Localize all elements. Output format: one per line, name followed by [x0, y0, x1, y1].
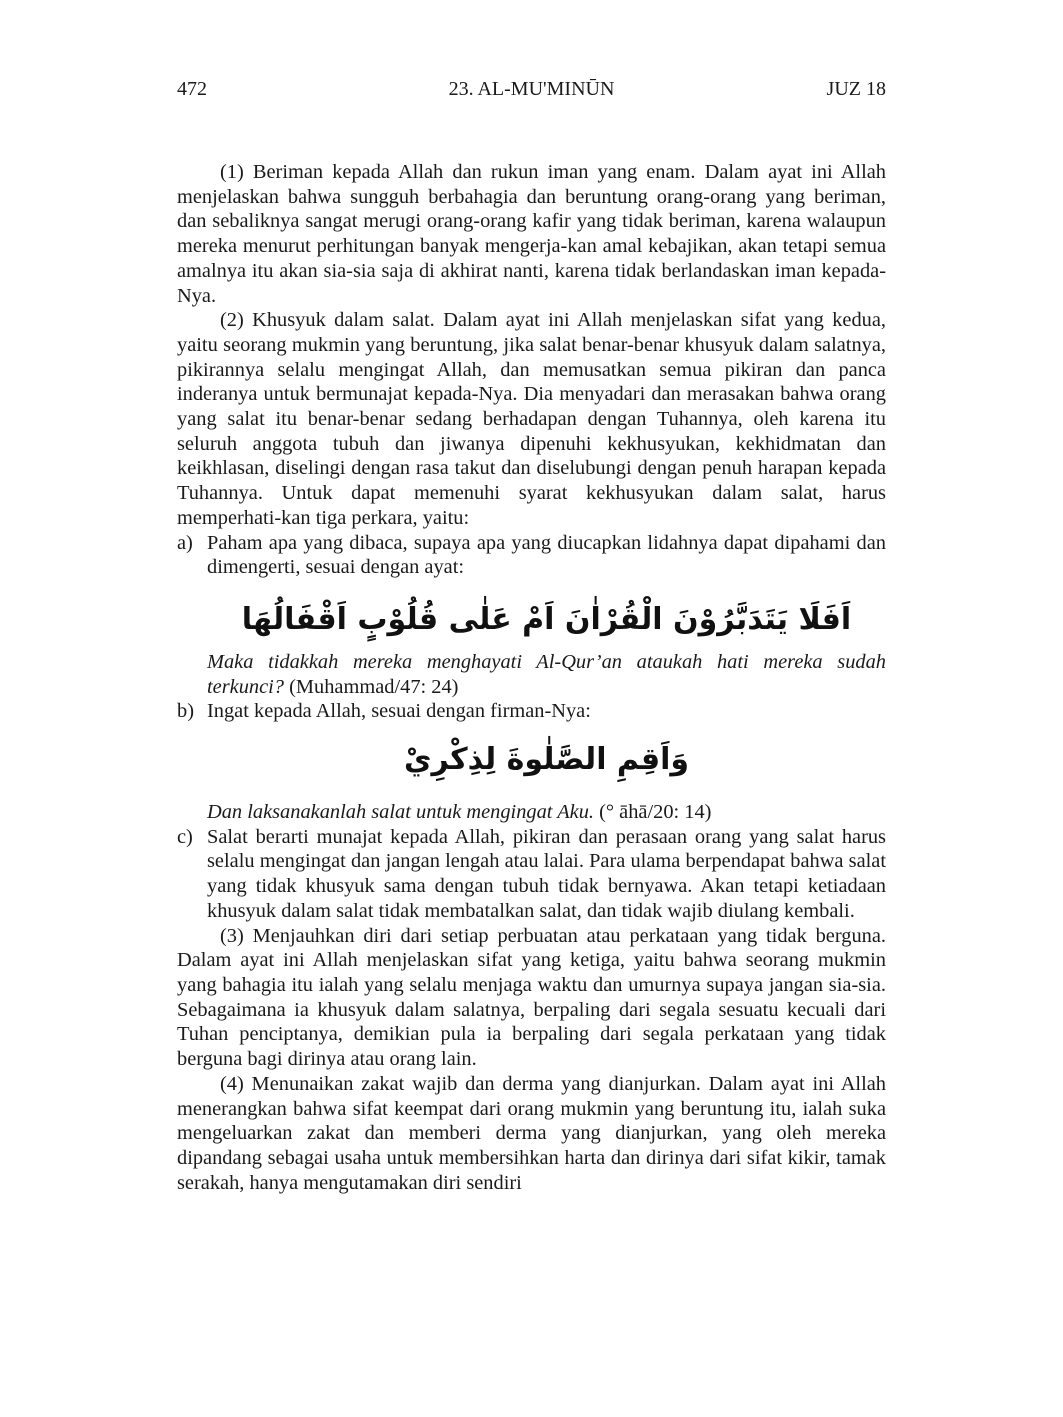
list-label-a: a) [177, 531, 193, 554]
list-item-c [177, 825, 886, 924]
paragraph-2: (2) Khusyuk dalam salat. Dalam ayat ini Allah menjelaskan sifat yang kedua, yaitu seorang mukmin yang beruntung, jika salat benar-benar khusyuk dalam salatnya, pikirannya selalu mengingat Allah, dan memusatkan semua pikiran dan panca inderanya untuk bermunajat kepada-Nya. Dia menyadari dan merasakan bahwa orang yang salat itu benar-benar sedang berhadapan dengan Tuhannya, oleh karena itu seluruh anggota tubuh dan jiwanya dipenuhi kekhusyukan, kekhidmatan dan keikhlasan, diselingi dengan rasa takut dan diselubungi dengan penuh harapan kepada Tuhannya. Untuk dapat memenuhi syarat kekhusyukan dalam salat, harus memperhati-kan tiga perkara, yaitu: [177, 309, 886, 529]
paragraph-1: (1) Beriman kepada Allah dan rukun iman yang enam. Dalam ayat ini Allah menjelaskan bahwa sungguh berbahagia dan beruntung orang-orang yang beriman, dan sebaliknya sangat merugi orang-orang kafir yang tidak beriman, karena walaupun mereka menurut perhitungan banyak mengerja-kan amal kebajikan, akan tetapi semua amalnya itu akan sia-sia saja di akhirat nanti, karena tidak berlandaskan iman kepada-Nya. [177, 161, 886, 307]
list-item-b [177, 699, 886, 724]
list-label-b: b) [177, 700, 194, 723]
surah-title: 23. AL-MU'MINŪN [448, 78, 615, 100]
page-header [177, 78, 886, 102]
juz-label: JUZ 18 [826, 78, 886, 100]
list-item-a [177, 531, 886, 580]
translation-text-2: Dan laksanakanlah salat untuk mengingat Aku. [207, 801, 595, 824]
paragraph-4: (4) Menunaikan zakat wajib dan derma yang dianjurkan. Dalam ayat ini Allah menerangkan bahwa sifat keempat dari orang mukmin yang beruntung itu, ialah suka mengeluarkan zakat dan memberi derma yang dianjurkan, yang oleh mereka dipandang sebagai usaha untuk membersihkan harta dan dirinya dari sifat kikir, tamak serakah, hanya mengutamakan diri sendiri [177, 1072, 886, 1194]
list-label-c: c) [177, 825, 193, 848]
page-body [177, 160, 886, 1195]
list-text-b: Ingat kepada Allah, sesuai dengan firman-Nya: [207, 700, 591, 723]
arabic-verse-1: اَفَلَا يَتَدَبَّرُوْنَ الْقُرْاٰنَ اَمْ عَلٰى قُلُوْبٍ اَقْفَالُهَا [241, 601, 852, 637]
paragraph-3: (3) Menjauhkan diri dari setiap perbuatan atau perkataan yang tidak berguna. Dalam ayat ini Allah menjelaskan sifat yang ketiga, yaitu bahwa seorang mukmin yang bahagia itu ialah yang selalu menjaga waktu dan umurnya supaya jangan sia-sia. Sebagaimana ia khusyuk dalam salatnya, berpaling dari segala sesuatu kecuali dari Tuhan penciptanya, demikian pula ia berpaling dari segala perkataan yang tidak berguna bagi dirinya atau orang lain. [177, 924, 886, 1071]
verse-translation-1 [177, 650, 886, 699]
list-text-c: Salat berarti munajat kepada Allah, pikiran dan perasaan orang yang salat harus selalu mengingat dan jangan lengah atau lalai. Para ulama berpendapat bahwa salat yang tidak khusyuk sama dengan tubuh tidak bernyawa. Akan tetapi ketiadaan khusyuk dalam salat tidak membatalkan salat, dan tidak wajib diulang kembali. [207, 825, 886, 922]
page-number: 472 [177, 78, 207, 100]
verse-reference-1: (Muhammad/47: 24) [289, 675, 459, 698]
list-text-a: Paham apa yang dibaca, supaya apa yang diucapkan lidahnya dapat dipahami dan dimengerti, sesuai dengan ayat: [207, 531, 886, 579]
translation-text-1: Maka tidakkah mereka menghayati Al-Qur’an ataukah hati mereka sudah terkunci? [207, 650, 886, 698]
arabic-verse-2: وَاَقِمِ الصَّلٰوةَ لِذِكْرِيْ [403, 742, 690, 778]
verse-translation-2 [177, 800, 886, 825]
verse-reference-2: (° āhā/20: 14) [599, 801, 712, 824]
